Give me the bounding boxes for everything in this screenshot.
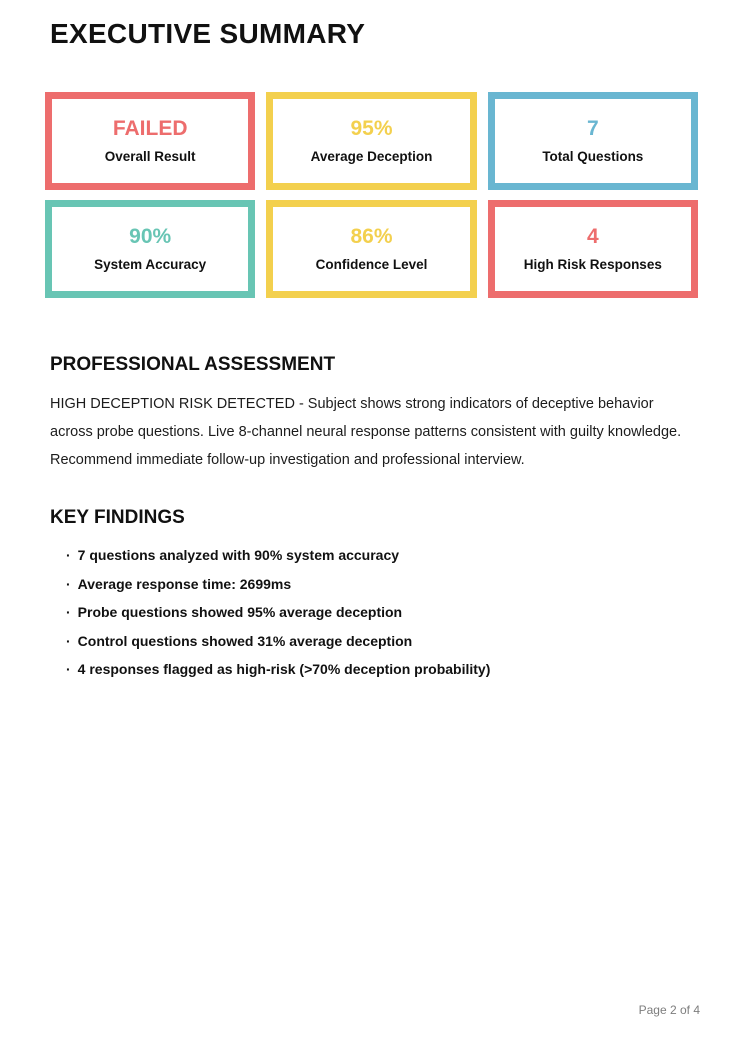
page-footer: Page 2 of 4 [638,1003,700,1017]
finding-text: Probe questions showed 95% average deception [77,604,403,620]
section-heading-professional-assessment: PROFESSIONAL ASSESSMENT [50,354,336,375]
bullet-dot: · [66,547,71,563]
bullet-dot: · [66,632,71,649]
finding-item [66,577,700,591]
finding-text: 7 questions analyzed with 90% system accuracy [77,547,400,563]
stat-card-high-risk-responses [488,200,698,298]
stat-card-label: Total Questions [542,149,644,165]
stat-card-value: 7 [586,117,599,141]
finding-item [66,662,700,676]
stat-card-label: System Accuracy [94,257,207,273]
finding-text: Control questions showed 31% average deception [77,632,413,649]
stat-card-system-accuracy [45,200,255,298]
section-heading-key-findings: KEY FINDINGS [50,507,185,528]
page-title: EXECUTIVE SUMMARY [50,18,366,49]
stat-card-confidence-level [266,200,476,298]
bullet-dot: · [66,575,71,592]
stat-card-value: 4 [586,225,599,249]
stat-card-overall-result [45,92,255,190]
key-findings-list [0,548,700,676]
stat-card-label: Overall Result [104,149,196,165]
finding-text: 4 responses flagged as high-risk (>70% deception probability) [77,661,491,677]
finding-item [66,634,700,648]
stat-card-label: Average Deception [310,149,433,165]
finding-item [66,605,700,619]
finding-item [66,548,700,562]
finding-text: Average response time: 2699ms [77,575,292,592]
assessment-paragraph: HIGH DECEPTION RISK DETECTED - Subject shows strong indicators of deceptive behavior across probe questions. Live 8-channel neural response patterns consistent with guilty knowledge. Recommend immediate follow-up investigation and professional interview. [50,396,682,468]
stat-card-label: High Risk Responses [523,257,662,273]
stat-card-value: 95% [350,117,393,141]
stat-card-label: Confidence Level [315,257,428,273]
stat-card-value: FAILED [112,117,188,141]
stat-card-value: 86% [350,225,393,249]
bullet-dot: · [66,604,71,620]
bullet-dot: · [66,661,71,677]
stat-card-average-deception [266,92,476,190]
stat-cards-grid [45,92,698,298]
stat-card-total-questions [488,92,698,190]
stat-card-value: 90% [129,225,172,249]
